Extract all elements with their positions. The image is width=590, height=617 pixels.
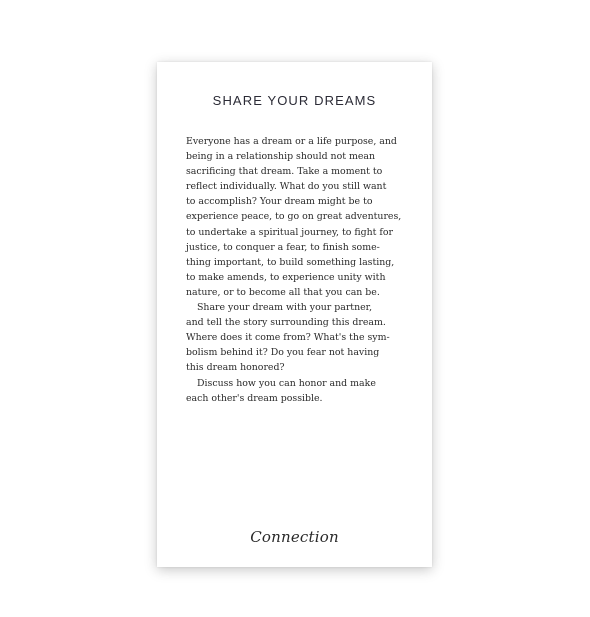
body-line: being in a relationship should not mean bbox=[186, 151, 376, 163]
body-line: this dream honored? bbox=[186, 362, 285, 374]
body-line: bolism behind it? Do you fear not having bbox=[186, 347, 380, 359]
body-line: justice, to conquer a fear, to finish some- bbox=[186, 241, 380, 253]
body-line: to accomplish? Your dream might be to bbox=[186, 196, 373, 208]
body-line: Discuss how you can honor and make bbox=[197, 377, 376, 389]
body-line: experience peace, to go on great adventures, bbox=[186, 211, 402, 223]
body-line: thing important, to build something lasting, bbox=[186, 256, 395, 268]
card-title: SHARE YOUR DREAMS bbox=[212, 93, 377, 108]
body-line: sacrificing that dream. Take a moment to bbox=[186, 166, 383, 178]
body-line: and tell the story surrounding this dream. bbox=[186, 317, 386, 329]
body-line: reflect individually. What do you still want bbox=[186, 181, 387, 193]
card-category-label: Connection bbox=[250, 528, 339, 546]
body-line: Where does it come from? What's the sym- bbox=[186, 332, 390, 344]
prompt-card bbox=[157, 62, 432, 567]
body-line: to undertake a spiritual journey, to fight for bbox=[186, 226, 393, 238]
body-line: Everyone has a dream or a life purpose, and bbox=[186, 136, 397, 147]
body-line: each other's dream possible. bbox=[186, 392, 323, 404]
body-line: nature, or to become all that you can be. bbox=[186, 286, 380, 298]
card-body-text bbox=[186, 134, 410, 406]
body-line: Share your dream with your partner, bbox=[197, 302, 373, 314]
body-line: to make amends, to experience unity with bbox=[186, 271, 386, 283]
